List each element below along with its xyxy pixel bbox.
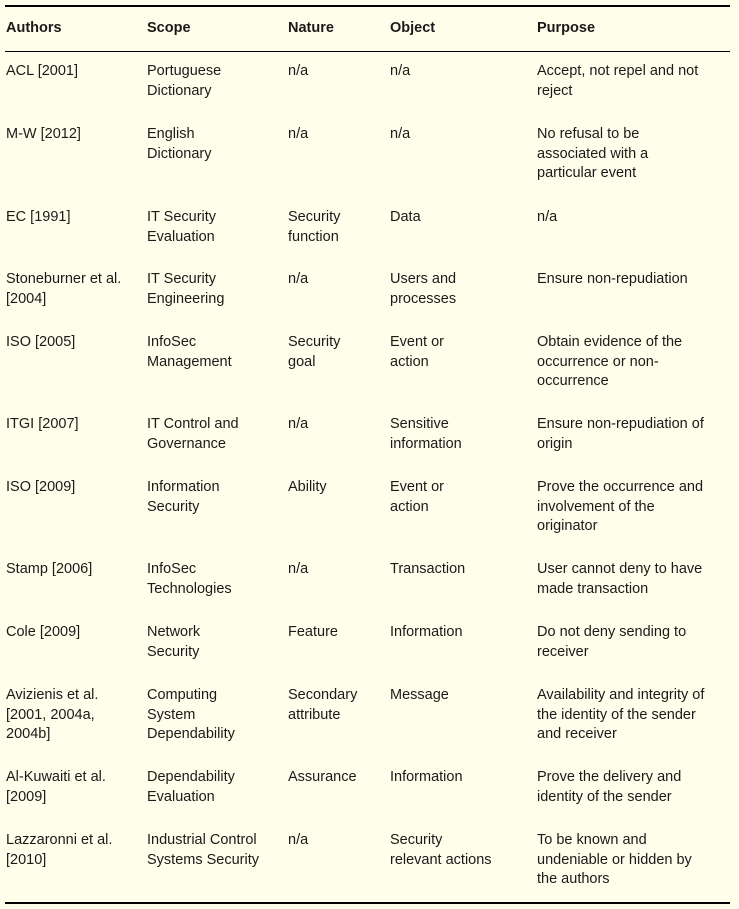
cell-nature-line: n/a bbox=[288, 832, 309, 848]
cell-authors-line: [2004] bbox=[6, 290, 47, 307]
cell-authors-line: ITGI [2007] bbox=[6, 416, 79, 432]
cell-purpose bbox=[537, 62, 732, 101]
cell-scope-line: Dependability bbox=[147, 726, 235, 743]
cell-nature bbox=[288, 270, 384, 290]
cell-purpose-line: reject bbox=[537, 82, 573, 99]
table-top-rule bbox=[5, 5, 730, 7]
cell-nature-line: Security bbox=[288, 334, 341, 350]
cell-authors bbox=[6, 560, 142, 580]
cell-purpose-line: undeniable or hidden by bbox=[537, 851, 692, 868]
cell-scope-line: Security bbox=[147, 643, 200, 660]
cell-purpose bbox=[537, 270, 732, 290]
cell-scope-line: InfoSec bbox=[147, 334, 197, 350]
cell-purpose-line: originator bbox=[537, 518, 598, 535]
cell-scope bbox=[147, 768, 283, 807]
cell-purpose-line: identity of the sender bbox=[537, 788, 672, 805]
cell-object-line: Information bbox=[390, 624, 463, 640]
cell-nature-line: Security bbox=[288, 209, 341, 225]
column-header-scope: Scope bbox=[147, 20, 191, 36]
cell-scope-line: Network bbox=[147, 624, 201, 640]
cell-authors bbox=[6, 415, 142, 435]
cell-authors-line: Al-Kuwaiti et al. bbox=[6, 769, 106, 785]
cell-purpose-line: Do not deny sending to bbox=[537, 624, 687, 640]
cell-nature bbox=[288, 560, 384, 580]
cell-scope-line: IT Control and bbox=[147, 416, 239, 432]
cell-scope-line: Industrial Control bbox=[147, 832, 257, 848]
cell-scope-line: Dictionary bbox=[147, 82, 212, 99]
cell-nature bbox=[288, 831, 384, 851]
cell-purpose bbox=[537, 208, 732, 228]
cell-object bbox=[390, 831, 530, 870]
cell-scope-line: Evaluation bbox=[147, 788, 215, 805]
cell-purpose-line: n/a bbox=[537, 209, 558, 225]
cell-authors-line: ISO [2009] bbox=[6, 479, 76, 495]
column-header-object: Object bbox=[390, 20, 436, 36]
cell-scope-line: Computing bbox=[147, 687, 218, 703]
cell-object bbox=[390, 62, 530, 82]
cell-object bbox=[390, 270, 530, 309]
cell-object-line: action bbox=[390, 353, 429, 370]
cell-object-line: n/a bbox=[390, 63, 411, 79]
cell-purpose-line: occurrence bbox=[537, 373, 609, 390]
cell-object-line: information bbox=[390, 435, 462, 452]
cell-scope bbox=[147, 62, 283, 101]
cell-purpose bbox=[537, 831, 732, 890]
column-header-authors: Authors bbox=[6, 20, 62, 36]
cell-scope bbox=[147, 208, 283, 247]
cell-nature bbox=[288, 62, 384, 82]
cell-authors bbox=[6, 208, 142, 228]
cell-authors bbox=[6, 478, 142, 498]
cell-object-line: n/a bbox=[390, 126, 411, 142]
cell-object bbox=[390, 686, 530, 706]
cell-object bbox=[390, 478, 530, 517]
cell-scope bbox=[147, 560, 283, 599]
cell-nature bbox=[288, 208, 384, 247]
cell-authors-line: ACL [2001] bbox=[6, 63, 79, 79]
cell-authors-line: Avizienis et al. bbox=[6, 687, 99, 703]
cell-nature-line: Assurance bbox=[288, 769, 357, 785]
cell-purpose-line: the identity of the sender bbox=[537, 706, 696, 723]
cell-purpose-line: receiver bbox=[537, 643, 589, 660]
cell-object-line: processes bbox=[390, 290, 457, 307]
cell-scope-line: Security bbox=[147, 498, 200, 515]
cell-scope-line: Portuguese bbox=[147, 63, 222, 79]
cell-purpose-line: made transaction bbox=[537, 580, 649, 597]
cell-purpose bbox=[537, 333, 732, 392]
table-header-rule bbox=[5, 51, 730, 52]
cell-object-line: Information bbox=[390, 769, 463, 785]
cell-purpose bbox=[537, 478, 732, 537]
cell-scope-line: Management bbox=[147, 353, 232, 370]
cell-nature-line: Feature bbox=[288, 624, 338, 640]
cell-purpose-line: involvement of the bbox=[537, 498, 655, 515]
cell-object-line: Security bbox=[390, 832, 443, 848]
cell-authors-line: EC [1991] bbox=[6, 209, 71, 225]
cell-authors bbox=[6, 831, 142, 870]
cell-authors bbox=[6, 270, 142, 309]
cell-purpose-line: Prove the occurrence and bbox=[537, 479, 704, 495]
table-header-row bbox=[0, 19, 739, 39]
table-bottom-rule bbox=[5, 902, 730, 904]
cell-purpose bbox=[537, 125, 732, 184]
cell-scope-line: Information bbox=[147, 479, 220, 495]
cell-object-line: Transaction bbox=[390, 561, 466, 577]
cell-purpose-line: and receiver bbox=[537, 726, 617, 743]
cell-scope-line: Systems Security bbox=[147, 851, 259, 868]
cell-object-line: Data bbox=[390, 209, 421, 225]
cell-scope-line: IT Security bbox=[147, 271, 217, 287]
cell-purpose-line: No refusal to be bbox=[537, 126, 640, 142]
cell-object-line: Event or bbox=[390, 479, 444, 495]
cell-object bbox=[390, 125, 530, 145]
cell-purpose-line: Availability and integrity of bbox=[537, 687, 705, 703]
cell-purpose bbox=[537, 415, 732, 454]
cell-purpose-line: Ensure non-repudiation of bbox=[537, 416, 704, 432]
cell-scope-line: Dictionary bbox=[147, 145, 212, 162]
cell-authors-line: Stoneburner et al. bbox=[6, 271, 122, 287]
cell-nature bbox=[288, 333, 384, 372]
cell-scope bbox=[147, 623, 283, 662]
cell-authors-line: 2004b] bbox=[6, 726, 51, 743]
cell-nature bbox=[288, 686, 384, 725]
cell-authors-line: M-W [2012] bbox=[6, 126, 81, 142]
cell-nature-line: n/a bbox=[288, 63, 309, 79]
cell-purpose-line: Prove the delivery and bbox=[537, 769, 682, 785]
cell-object-line: Event or bbox=[390, 334, 444, 350]
cell-object-line: Message bbox=[390, 687, 449, 703]
cell-object bbox=[390, 560, 530, 580]
cell-purpose-line: User cannot deny to have bbox=[537, 561, 703, 577]
cell-nature-line: goal bbox=[288, 353, 316, 370]
cell-scope bbox=[147, 125, 283, 164]
cell-object bbox=[390, 415, 530, 454]
cell-scope-line: Technologies bbox=[147, 580, 232, 597]
column-header-purpose: Purpose bbox=[537, 20, 596, 36]
cell-scope bbox=[147, 270, 283, 309]
cell-authors bbox=[6, 333, 142, 353]
cell-authors bbox=[6, 125, 142, 145]
cell-scope bbox=[147, 478, 283, 517]
cell-nature-line: attribute bbox=[288, 706, 341, 723]
cell-object-line: action bbox=[390, 498, 429, 515]
cell-purpose-line: origin bbox=[537, 435, 573, 452]
cell-scope-line: Engineering bbox=[147, 290, 225, 307]
cell-purpose-line: Ensure non-repudiation bbox=[537, 271, 688, 287]
cell-purpose-line: the authors bbox=[537, 871, 610, 888]
cell-scope-line: Dependability bbox=[147, 769, 235, 785]
cell-authors-line: [2010] bbox=[6, 851, 47, 868]
cell-authors-line: ISO [2005] bbox=[6, 334, 76, 350]
cell-nature bbox=[288, 623, 384, 643]
cell-nature-line: Ability bbox=[288, 479, 327, 495]
cell-nature bbox=[288, 478, 384, 498]
cell-purpose bbox=[537, 768, 732, 807]
cell-nature-line: n/a bbox=[288, 126, 309, 142]
cell-scope bbox=[147, 686, 283, 745]
cell-object bbox=[390, 208, 530, 228]
cell-nature bbox=[288, 415, 384, 435]
cell-authors bbox=[6, 62, 142, 82]
cell-object bbox=[390, 333, 530, 372]
cell-authors bbox=[6, 686, 142, 745]
cell-scope-line: InfoSec bbox=[147, 561, 197, 577]
cell-scope-line: Evaluation bbox=[147, 228, 215, 245]
cell-object bbox=[390, 623, 530, 643]
cell-nature-line: n/a bbox=[288, 561, 309, 577]
cell-purpose-line: To be known and bbox=[537, 832, 647, 848]
cell-nature bbox=[288, 125, 384, 145]
cell-object-line: Users and bbox=[390, 271, 457, 287]
cell-scope-line: IT Security bbox=[147, 209, 217, 225]
cell-nature bbox=[288, 768, 384, 788]
cell-scope bbox=[147, 333, 283, 372]
cell-object-line: relevant actions bbox=[390, 851, 492, 868]
cell-scope bbox=[147, 831, 283, 870]
cell-purpose bbox=[537, 623, 732, 662]
cell-purpose-line: Obtain evidence of the bbox=[537, 334, 683, 350]
cell-purpose-line: occurrence or non- bbox=[537, 353, 659, 370]
cell-scope-line: Governance bbox=[147, 435, 226, 452]
cell-authors bbox=[6, 768, 142, 807]
cell-scope bbox=[147, 415, 283, 454]
cell-purpose-line: particular event bbox=[537, 165, 637, 182]
cell-nature-line: n/a bbox=[288, 271, 309, 287]
cell-purpose bbox=[537, 560, 732, 599]
cell-object-line: Sensitive bbox=[390, 416, 449, 432]
cell-authors-line: [2001, 2004a, bbox=[6, 706, 95, 723]
cell-authors-line: Cole [2009] bbox=[6, 624, 81, 640]
cell-nature-line: function bbox=[288, 228, 339, 245]
cell-purpose-line: Accept, not repel and not bbox=[537, 63, 699, 79]
cell-purpose-line: associated with a bbox=[537, 145, 649, 162]
cell-authors bbox=[6, 623, 142, 643]
cell-authors-line: Lazzaronni et al. bbox=[6, 832, 113, 848]
cell-scope-line: System bbox=[147, 706, 196, 723]
column-header-nature: Nature bbox=[288, 20, 334, 36]
cell-nature-line: Secondary bbox=[288, 687, 358, 703]
cell-object bbox=[390, 768, 530, 788]
cell-authors-line: [2009] bbox=[6, 788, 47, 805]
cell-scope-line: English bbox=[147, 126, 195, 142]
cell-nature-line: n/a bbox=[288, 416, 309, 432]
cell-purpose bbox=[537, 686, 732, 745]
cell-authors-line: Stamp [2006] bbox=[6, 561, 93, 577]
